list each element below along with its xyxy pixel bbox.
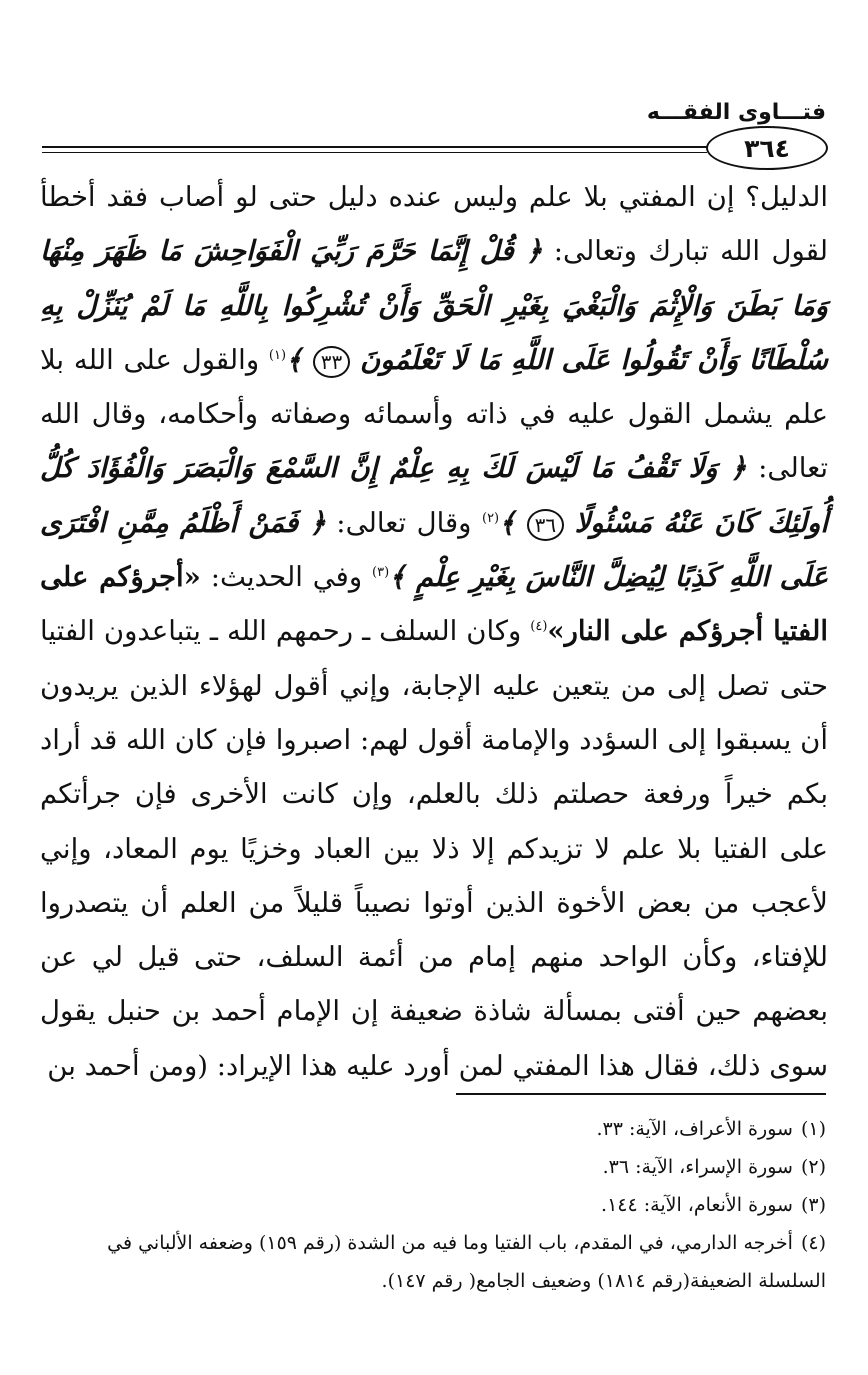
body-sentence-1: الدليل؟ إن المفتي بلا علم وليس عنده دليل حتى لو أصاب فقد أخطأ لقول الله تبارك وتعالى:	[40, 181, 828, 268]
footnote-3	[40, 1186, 826, 1224]
footnote-number: (٢)	[800, 1156, 826, 1178]
verse-number-marker-1: ٣٣	[313, 346, 350, 378]
header-rule	[42, 146, 707, 153]
body-text	[40, 170, 828, 1093]
footnote-separator	[456, 1093, 826, 1095]
body-sentence-3: وقال تعالى:	[325, 506, 482, 539]
footnote-2	[40, 1148, 826, 1186]
footnote-4	[40, 1224, 826, 1300]
footnote-number: (١)	[800, 1118, 826, 1140]
quran-verse-3: ﴿ فَمَنْ أَظْلَمُ مِمَّنِ افْتَرَى عَلَى اللَّهِ كَذِبًا لِيُضِلَّ النَّاسَ بِغَيْرِ عِلْمٍ ﴾	[40, 506, 828, 594]
footnote-ref-3[interactable]: (٣)	[372, 564, 390, 580]
hadith-quote: «أجرؤكم على الفتيا أجرؤكم على النار»	[40, 561, 828, 648]
footnotes	[40, 1110, 826, 1300]
footnote-number: (٣)	[800, 1194, 826, 1216]
body-sentence-5: وكان السلف ـ رحمهم الله ـ يتباعدون الفتيا حتى تصل إلى من يتعين عليه الإجابة، وإني أقول لهؤلاء الذين يريدون أن يسبقوا إلى السؤدد والإمامة أقول لهم: اصبروا فإن كان الله قد أراد بكم خيراً ورفعة حصلتم ذلك بالعلم، وإن كانت الأخرى فإن جرأتكم على الفتيا بلا علم لا تزيدكم إلا ذلا بين العباد وخزيًا يوم المعاد، وإني لأعجب من بعض الأخوة الذين أوتوا نصيباً قليلاً من العلم أن يتصدروا للإفتاء، وكأن الواحد منهم إمام من أئمة السلف، حتى قيل لي عن بعضهم حين أفتى بمسألة شاذة ضعيفة إن الإمام أحمد بن حنبل يقول سوى ذلك، فقال هذا المفتي لمن أورد عليه هذا الإيراد: (ومن أحمد بن	[40, 615, 828, 1082]
footnote-text: سورة الأنعام، الآية: ١٤٤.	[601, 1194, 793, 1216]
footnote-1	[40, 1110, 826, 1148]
footnote-ref-4[interactable]: (٤)	[530, 619, 548, 635]
footnote-text: أخرجه الدارمي، في المقدم، باب الفتيا وما فيه من الشدة (رقم ١٥٩) وضعفه الألباني في السلسلة الضعيفة(رقم ١٨١٤) وضعيف الجامع( رقم ١٤٧).	[107, 1232, 826, 1292]
quran-verse-1: ﴿ قُلْ إِنَّمَا حَرَّمَ رَبِّيَ الْفَوَاحِشَ مَا ظَهَرَ مِنْهَا وَمَا بَطَنَ وَالْإِثْمَ وَالْبَغْيَ بِغَيْرِ الْحَقِّ وَأَنْ تُشْرِكُوا بِاللَّهِ مَا لَمْ يُنَزِّلْ بِهِ سُلْطَانًا وَأَنْ تَقُولُوا عَلَى اللَّهِ مَا لَا تَعْلَمُونَ	[40, 235, 828, 376]
body-sentence-2: والقول على الله بلا علم يشمل القول عليه في ذاته وأسمائه وصفاته وأحكامه، وقال الله تعالى:	[40, 343, 828, 485]
running-title: فتـــاوى الفقـــه	[646, 100, 826, 125]
footnote-text: سورة الأعراف، الآية: ٣٣.	[596, 1118, 793, 1140]
footnote-number: (٤)	[800, 1232, 826, 1254]
quran-verse-2-close: ﴾	[499, 506, 527, 539]
footnote-text: سورة الإسراء، الآية: ٣٦.	[602, 1156, 793, 1178]
page-number: ٣٦٤	[706, 126, 828, 170]
footnote-ref-1[interactable]: (١)	[268, 347, 287, 363]
verse-number-marker-2: ٣٦	[527, 509, 564, 541]
body-sentence-4: وفي الحديث:	[200, 561, 372, 594]
quran-verse-1-close: ﴾	[286, 343, 313, 376]
quran-verse-2: ﴿ وَلَا تَقْفُ مَا لَيْسَ لَكَ بِهِ عِلْمٌ إِنَّ السَّمْعَ وَالْبَصَرَ وَالْفُؤَادَ كُلُّ أُولَئِكَ كَانَ عَنْهُ مَسْئُولًا	[40, 452, 829, 539]
footnote-ref-2[interactable]: (٢)	[481, 510, 500, 526]
